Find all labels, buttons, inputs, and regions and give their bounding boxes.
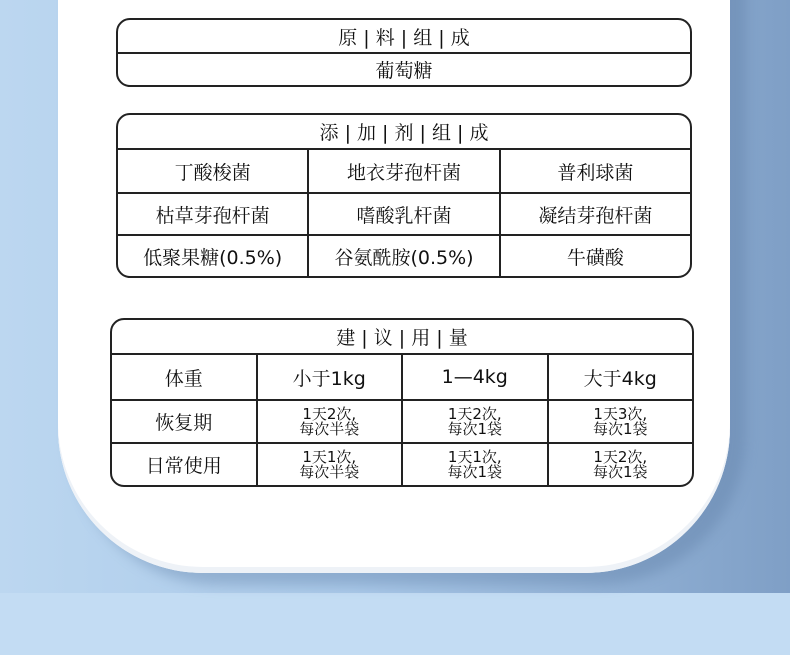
additives-row <box>118 234 690 276</box>
dosage-frequency: 1天1次, <box>302 447 357 466</box>
bottom-band <box>0 593 790 655</box>
additive-cell: 谷氨酰胺(0.5%) <box>307 236 498 276</box>
additive-cell: 牛磺酸 <box>499 236 690 276</box>
additive-cell: 低聚果糖(0.5%) <box>143 246 283 269</box>
dosage-frequency: 1天3次, <box>593 404 648 423</box>
dosage-frequency: 1天1次, <box>447 447 502 466</box>
additive-cell: 地衣芽孢杆菌 <box>307 150 498 192</box>
dosage-row <box>112 399 692 442</box>
dosage-cell <box>401 401 547 442</box>
dosage-amount: 每次1袋 <box>592 419 648 438</box>
dosage-amount: 每次半袋 <box>299 419 360 438</box>
dosage-row-label: 日常使用 <box>145 455 222 477</box>
additives-row <box>118 192 690 234</box>
dosage-table <box>110 318 694 487</box>
dosage-cell <box>401 444 547 485</box>
dosage-row <box>112 442 692 485</box>
dosage-header-cell: 大于4kg <box>547 355 693 399</box>
dosage-header-row <box>112 355 692 399</box>
dosage-frequency: 1天2次, <box>593 447 648 466</box>
additive-cell: 普利球菌 <box>499 150 690 192</box>
additives-row <box>118 150 690 192</box>
additive-cell: 凝结芽孢杆菌 <box>499 194 690 234</box>
raw-materials-value: 葡萄糖 <box>375 60 433 82</box>
product-info-card <box>58 0 730 573</box>
dosage-cell <box>547 444 693 485</box>
additive-cell: 嗜酸乳杆菌 <box>307 194 498 234</box>
dosage-row-label: 恢复期 <box>155 412 213 434</box>
dosage-amount: 每次1袋 <box>447 462 503 481</box>
dosage-title: 建 | 议 | 用 | 量 <box>112 320 692 355</box>
dosage-header-cell: 体重 <box>164 367 203 390</box>
raw-materials-table <box>116 18 692 87</box>
dosage-frequency: 1天2次, <box>447 404 502 423</box>
additives-title: 添 | 加 | 剂 | 组 | 成 <box>118 115 690 150</box>
additives-table <box>116 113 692 278</box>
dosage-amount: 每次1袋 <box>447 419 503 438</box>
dosage-cell <box>256 444 402 485</box>
additive-cell: 丁酸梭菌 <box>174 161 251 184</box>
dosage-amount: 每次1袋 <box>592 462 648 481</box>
dosage-header-cell: 1—4kg <box>401 355 547 399</box>
dosage-cell <box>547 401 693 442</box>
dosage-amount: 每次半袋 <box>299 462 360 481</box>
dosage-frequency: 1天2次, <box>302 404 357 423</box>
dosage-header-cell: 小于1kg <box>256 355 402 399</box>
raw-materials-title: 原 | 料 | 组 | 成 <box>118 20 690 54</box>
additive-cell: 枯草芽孢杆菌 <box>155 204 270 227</box>
dosage-cell <box>256 401 402 442</box>
